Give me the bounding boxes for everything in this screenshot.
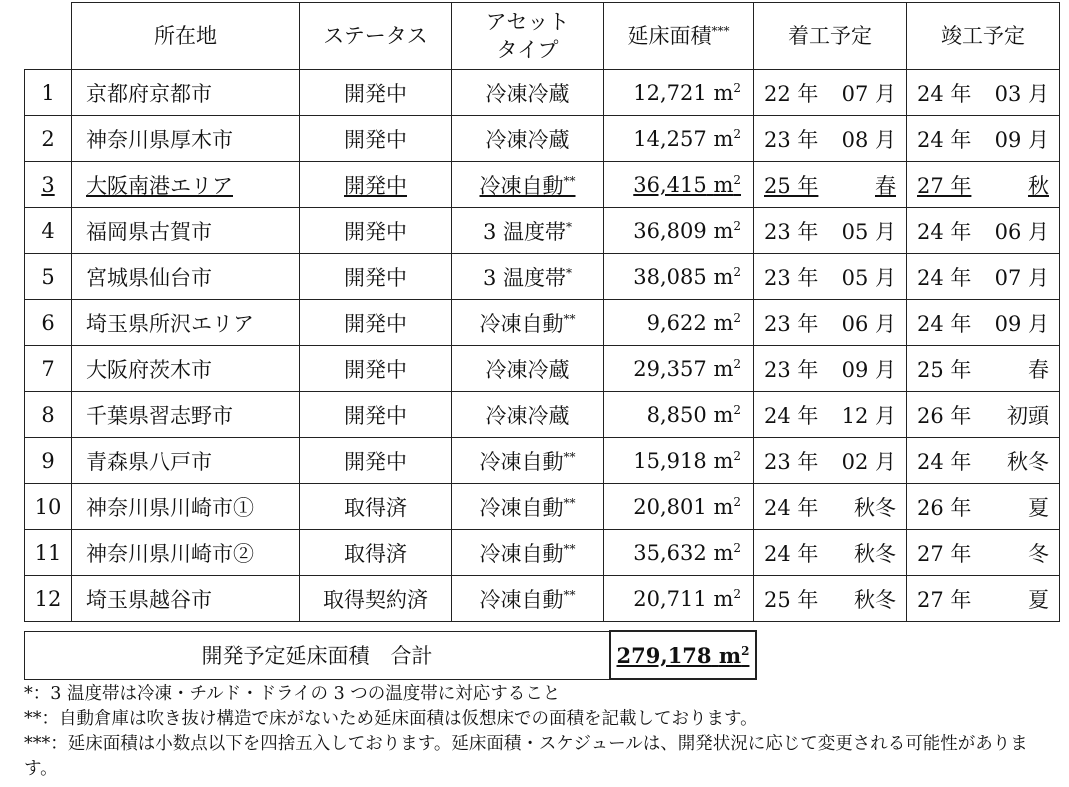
row-end-year: 26 年 [917,495,972,520]
row-asset-text: 冷凍冷蔵 [485,357,570,382]
row-start-period: 12 月 [841,403,896,428]
row-end-year: 24 年 [917,81,972,106]
row-location [72,254,300,300]
row-start-period: 05 月 [841,265,896,290]
row-number [25,208,72,254]
row-asset-text: 3 温度帯 [482,265,567,290]
row-completion [907,208,1060,254]
table-row [25,346,1060,392]
row-start-year: 22 年 [764,81,819,106]
table-row [25,576,1060,622]
row-status-text: 開発中 [344,127,407,152]
row-start-year: 24 年 [764,541,819,566]
row-number [25,346,72,392]
row-floor-area [604,484,754,530]
row-number-text: 12 [34,586,62,611]
row-number-text: 1 [41,80,55,105]
row-start-period: 秋冬 [854,541,896,566]
row-location-text: 宮城県仙台市 [86,265,212,290]
row-end-year: 24 年 [917,219,972,244]
row-end-period: 09 月 [994,127,1049,152]
total-label: 開発予定延床面積 合計 [25,631,611,679]
row-status-text: 開発中 [344,265,407,290]
row-asset-text: 冷凍冷蔵 [485,403,570,428]
row-number [25,254,72,300]
row-area-unit-sup: 2 [733,402,741,417]
row-asset-mark: * [566,265,573,280]
row-area-unit: m [713,356,734,381]
table-row [25,530,1060,576]
row-area-unit: m [713,494,734,519]
row-location [72,576,300,622]
row-location [72,70,300,116]
row-number-text: 2 [41,126,55,151]
development-pipeline-table [24,2,1060,622]
footnote-1: *：3 温度帯は冷凍・チルド・ドライの 3 つの温度帯に対応すること [24,684,561,704]
row-start-year: 23 年 [764,127,819,152]
row-number-text: 4 [41,218,55,243]
row-end-period: 07 月 [994,265,1049,290]
row-end-year: 27 年 [917,587,972,612]
row-end-year: 24 年 [917,127,972,152]
row-location [72,208,300,254]
row-status-text: 開発中 [344,173,407,198]
row-start-period: 秋冬 [854,587,896,612]
row-area-unit-sup: 2 [733,540,741,555]
row-asset-text: 冷凍自動 [479,173,564,198]
row-location [72,438,300,484]
row-floor-area [604,162,754,208]
row-area-unit-sup: 2 [733,172,741,187]
footnote-3: ***：延床面積は小数点以下を四捨五入しております。延床面積・スケジュールは、開発状況に応じて変更される可能性があります。 [24,734,1028,779]
row-location-text: 青森県八戸市 [86,449,212,474]
row-floor-area [604,392,754,438]
row-floor-area [604,70,754,116]
row-location [72,392,300,438]
row-status-text: 開発中 [344,81,407,106]
row-start-year: 23 年 [764,311,819,336]
row-floor-area [604,208,754,254]
row-location-text: 神奈川県厚木市 [86,127,233,152]
row-area-value: 38,085 [633,264,707,289]
header-asset-type [452,3,604,70]
row-status [300,70,452,116]
row-start-year: 23 年 [764,357,819,382]
row-area-unit: m [713,586,734,611]
row-completion [907,300,1060,346]
row-completion [907,576,1060,622]
row-start-period: 秋冬 [854,495,896,520]
row-area-unit: m [713,402,734,427]
row-asset-type [452,530,604,576]
row-end-period: 06 月 [994,219,1049,244]
header-location: 所在地 [72,3,300,70]
row-asset-text: 冷凍自動 [479,311,564,336]
row-asset-mark: ** [563,587,576,602]
row-number-text: 9 [41,448,55,473]
table-row [25,70,1060,116]
row-end-year: 24 年 [917,311,972,336]
row-asset-text: 冷凍自動 [479,495,564,520]
header-floor-area [604,3,754,70]
row-start [754,530,907,576]
row-status [300,208,452,254]
row-end-period: 秋冬 [1007,449,1049,474]
row-area-unit: m [713,218,734,243]
total-unit-sup: 2 [741,643,750,658]
row-asset-type [452,484,604,530]
row-location-text: 埼玉県越谷市 [86,587,212,612]
row-status-text: 開発中 [344,449,407,474]
row-end-year: 26 年 [917,403,972,428]
row-location-text: 大阪府茨木市 [86,357,212,382]
row-start-year: 23 年 [764,219,819,244]
row-area-value: 20,711 [633,586,707,611]
row-asset-text: 冷凍冷蔵 [485,81,570,106]
row-start [754,438,907,484]
row-start [754,70,907,116]
row-asset-type [452,576,604,622]
row-number-text: 10 [34,494,62,519]
row-location [72,300,300,346]
row-location-text: 神奈川県川崎市① [86,495,254,520]
row-area-unit-sup: 2 [733,264,741,279]
row-status [300,484,452,530]
row-start-period: 08 月 [841,127,896,152]
row-start [754,576,907,622]
row-asset-type [452,116,604,162]
row-area-unit-sup: 2 [733,448,741,463]
row-end-period: 03 月 [994,81,1049,106]
row-status-text: 開発中 [344,403,407,428]
row-start-period: 02 月 [841,449,896,474]
row-area-unit: m [713,448,734,473]
row-floor-area [604,438,754,484]
row-end-period: 春 [1028,357,1049,382]
row-area-value: 8,850 [646,402,707,427]
row-floor-area [604,116,754,162]
row-location-text: 神奈川県川崎市② [86,541,254,566]
row-status [300,346,452,392]
row-start [754,116,907,162]
row-asset-type [452,346,604,392]
row-area-value: 36,415 [633,172,707,197]
row-start [754,162,907,208]
row-asset-type [452,438,604,484]
table-row [25,438,1060,484]
row-asset-mark: ** [563,541,576,556]
row-completion [907,116,1060,162]
row-area-unit: m [713,540,734,565]
row-asset-type [452,392,604,438]
row-end-year: 27 年 [917,173,972,198]
row-location-text: 埼玉県所沢エリア [86,311,254,336]
row-floor-area [604,530,754,576]
row-start-period: 07 月 [841,81,896,106]
row-asset-type [452,70,604,116]
row-start-year: 24 年 [764,403,819,428]
row-end-period: 初頭 [1007,403,1049,428]
table-row [25,484,1060,530]
table-row [25,116,1060,162]
row-status-text: 開発中 [344,311,407,336]
row-number-text: 3 [41,172,55,197]
row-status [300,254,452,300]
row-area-value: 14,257 [633,126,707,151]
row-end-period: 夏 [1028,587,1049,612]
row-end-year: 25 年 [917,357,972,382]
footnote-2: **：自動倉庫は吹き抜け構造で床がないため延床面積は仮想床での面積を記載しております。 [24,709,758,729]
row-floor-area [604,254,754,300]
row-floor-area [604,346,754,392]
row-start [754,484,907,530]
row-start-period: 05 月 [841,219,896,244]
row-area-unit: m [713,80,734,105]
row-location [72,346,300,392]
row-area-value: 20,801 [633,494,707,519]
table-row [25,254,1060,300]
row-start-period: 春 [875,173,896,198]
row-status [300,576,452,622]
header-completion: 竣工予定 [907,3,1060,70]
table-row [25,162,1060,208]
row-end-period: 秋 [1028,173,1049,198]
table-row [25,208,1060,254]
row-area-unit-sup: 2 [733,586,741,601]
row-location [72,484,300,530]
row-completion [907,392,1060,438]
row-floor-area [604,576,754,622]
row-number [25,162,72,208]
row-area-unit: m [713,172,734,197]
row-end-period: 冬 [1028,541,1049,566]
row-completion [907,162,1060,208]
row-number-text: 11 [34,540,62,565]
row-location [72,116,300,162]
row-completion [907,254,1060,300]
row-area-unit-sup: 2 [733,126,741,141]
row-floor-area [604,300,754,346]
row-number [25,438,72,484]
row-area-value: 15,918 [633,448,707,473]
row-asset-type [452,208,604,254]
row-start [754,392,907,438]
header-blank [25,3,72,70]
row-start-year: 25 年 [764,173,819,198]
row-area-value: 29,357 [633,356,707,381]
row-number [25,484,72,530]
row-start [754,254,907,300]
row-asset-mark: * [566,219,573,234]
row-asset-text: 冷凍自動 [479,449,564,474]
row-location-text: 大阪南港エリア [86,173,233,198]
row-end-period: 09 月 [994,311,1049,336]
header-row [25,3,1060,70]
row-location-text: 千葉県習志野市 [86,403,233,428]
row-number [25,300,72,346]
table-row [25,300,1060,346]
row-start [754,300,907,346]
row-start-year: 23 年 [764,265,819,290]
row-area-unit: m [713,264,734,289]
row-end-year: 27 年 [917,541,972,566]
row-asset-text: 冷凍自動 [479,587,564,612]
row-asset-mark: ** [563,173,576,188]
total-value-cell [610,631,756,679]
row-location-text: 京都府京都市 [86,81,212,106]
row-end-year: 24 年 [917,265,972,290]
row-area-unit: m [713,310,734,335]
row-area-value: 35,632 [633,540,707,565]
row-start [754,208,907,254]
row-status [300,438,452,484]
row-asset-mark: ** [563,449,576,464]
row-location [72,162,300,208]
row-asset-text: 冷凍冷蔵 [485,127,570,152]
row-status-text: 開発中 [344,357,407,382]
row-status [300,162,452,208]
row-completion [907,70,1060,116]
row-location-text: 福岡県古賀市 [86,219,212,244]
row-completion [907,530,1060,576]
row-end-year: 24 年 [917,449,972,474]
row-start-year: 23 年 [764,449,819,474]
row-number [25,576,72,622]
row-status [300,116,452,162]
table-row [25,392,1060,438]
total-unit: m [718,642,742,668]
header-status: ステータス [300,3,452,70]
row-number-text: 6 [41,310,55,335]
row-number-text: 5 [41,264,55,289]
row-status [300,392,452,438]
row-number-text: 8 [41,402,55,427]
row-area-value: 12,721 [633,80,707,105]
row-area-unit-sup: 2 [733,356,741,371]
row-status-text: 取得済 [344,495,407,520]
row-completion [907,346,1060,392]
row-completion [907,484,1060,530]
row-asset-mark: ** [563,495,576,510]
row-number [25,392,72,438]
total-value [617,643,750,668]
row-asset-text: 3 温度帯 [482,219,567,244]
row-asset-type [452,254,604,300]
row-status [300,530,452,576]
table-body [25,70,1060,622]
row-completion [907,438,1060,484]
row-area-value: 36,809 [633,218,707,243]
row-area-unit: m [713,126,734,151]
row-location [72,530,300,576]
row-area-unit-sup: 2 [733,494,741,509]
row-number [25,70,72,116]
row-asset-type [452,300,604,346]
row-status-text: 取得済 [344,541,407,566]
row-start-period: 06 月 [841,311,896,336]
row-asset-type [452,162,604,208]
header-floor-area-mark: *** [711,24,730,38]
header-floor-area-label: 延床面積 [627,24,712,48]
row-number [25,116,72,162]
row-status-text: 開発中 [344,219,407,244]
row-number [25,530,72,576]
row-start [754,346,907,392]
row-asset-text: 冷凍自動 [479,541,564,566]
row-number-text: 7 [41,356,55,381]
row-end-period: 夏 [1028,495,1049,520]
total-row [24,630,757,680]
row-start-year: 25 年 [764,587,819,612]
total-value-number: 279,178 [616,642,712,668]
header-start: 着工予定 [754,3,907,70]
row-start-year: 24 年 [764,495,819,520]
row-status [300,300,452,346]
header-asset-type-line1: アセット [485,10,570,34]
row-start-period: 09 月 [841,357,896,382]
header-asset-type-line2: タイプ [496,38,559,62]
footnotes [24,682,1054,782]
row-asset-mark: ** [563,311,576,326]
row-area-unit-sup: 2 [733,310,741,325]
row-status-text: 取得契約済 [323,587,428,612]
row-area-unit-sup: 2 [733,80,741,95]
row-area-value: 9,622 [646,310,707,335]
row-area-unit-sup: 2 [733,218,741,233]
